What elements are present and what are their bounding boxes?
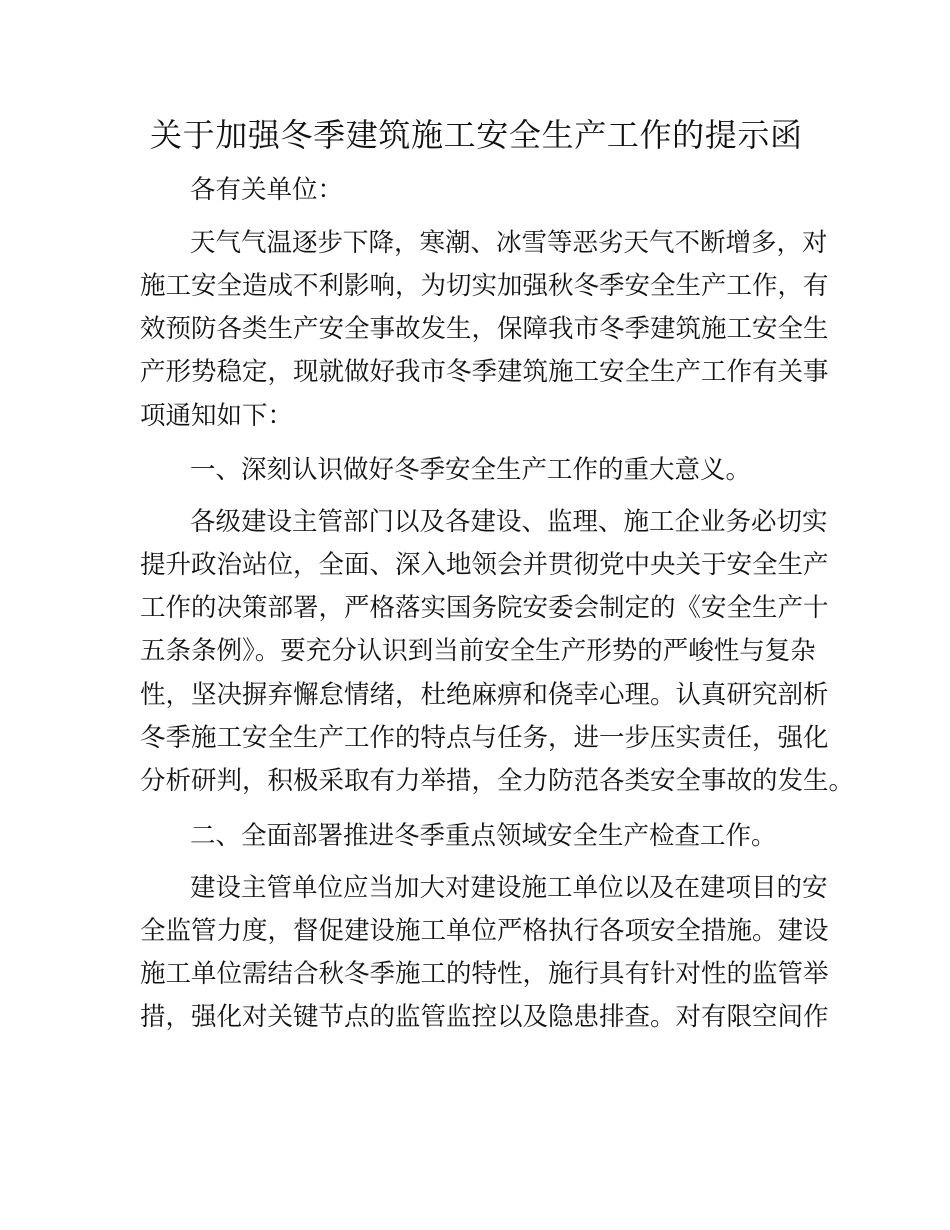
text-line: 施工单位需结合秋冬季施工的特性，施行具有针对性的监管举: [140, 959, 829, 989]
text-line: 各级建设主管部门以及各建设、监理、施工企业务必切实: [190, 507, 828, 537]
text-line: 效预防各类生产安全事故发生，保障我市冬季建筑施工安全生: [140, 314, 829, 344]
text-line: 冬季施工安全生产工作的特点与任务，进一步压实责任，强化: [140, 723, 829, 753]
document-title: 关于加强冬季建筑施工安全生产工作的提示函: [150, 116, 802, 154]
text-line: 一、深刻认识做好冬季安全生产工作的重大意义。: [190, 455, 752, 485]
text-line: 分析研判，积极采取有力举措，全力防范各类安全事故的发生。: [140, 766, 855, 796]
text-line: 产形势稳定，现就做好我市冬季建筑施工安全生产工作有关事: [140, 357, 829, 387]
text-line: 项通知如下：: [140, 401, 294, 431]
text-line: 全监管力度，督促建设施工单位严格执行各项安全措施。建设: [140, 916, 829, 946]
text-line: 五条条例》。要充分认识到当前安全生产形势的严峻性与复杂: [140, 636, 816, 666]
text-line: 提升政治站位，全面、深入地领会并贯彻党中央关于安全生产: [140, 550, 829, 580]
text-line: 建设主管单位应当加大对建设施工单位以及在建项目的安: [190, 873, 828, 903]
salutation: 各有关单位：: [190, 175, 344, 205]
text-line: 工作的决策部署，严格落实国务院安委会制定的《安全生产十: [140, 593, 829, 623]
text-line: 施工安全造成不利影响，为切实加强秋冬季安全生产工作，有: [140, 271, 829, 301]
text-line: 二、全面部署推进冬季重点领域安全生产检查工作。: [190, 821, 777, 851]
text-line: 措，强化对关键节点的监管监控以及隐患排查。对有限空间作: [140, 1002, 829, 1032]
text-line: 性，坚决摒弃懈怠情绪，杜绝麻痹和侥幸心理。认真研究剖析: [140, 680, 829, 710]
text-line: 天气气温逐步下降，寒潮、冰雪等恶劣天气不断增多，对: [190, 228, 828, 258]
